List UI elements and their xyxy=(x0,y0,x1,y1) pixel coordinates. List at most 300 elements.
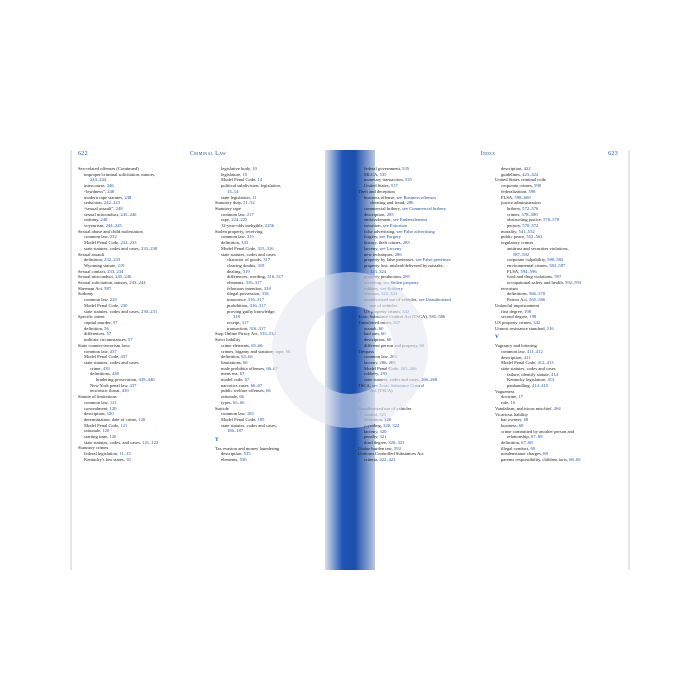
index-page-ref: 65–66 xyxy=(233,399,245,405)
index-term: seduction, xyxy=(84,200,104,206)
index-term: definition, xyxy=(364,417,385,423)
index-page-ref: 232–233 xyxy=(120,240,137,246)
index-term: Specific intent xyxy=(78,314,105,320)
index-page-ref: 121–122 xyxy=(142,439,159,445)
index-page-ref: 232 xyxy=(109,234,117,240)
index-page-ref: 322–323 xyxy=(381,291,398,297)
index-term: parents responsibility, children torts, xyxy=(501,457,570,463)
index-term: Wyoming statute, xyxy=(84,262,118,268)
index-page-ref: 68 xyxy=(543,451,548,457)
left-page xyxy=(78,151,338,560)
index-term: terroristic threat, xyxy=(90,388,122,394)
index-page-ref: 120 xyxy=(109,405,117,411)
index-term: description, xyxy=(221,451,244,457)
index-term: Utmost resistance standard, xyxy=(495,325,547,331)
index-page-ref: 533–534 xyxy=(259,331,276,337)
index-term: bad aim, xyxy=(364,331,381,337)
index-term: US property crimes, xyxy=(495,319,534,325)
index-term: Sexual misconduct, xyxy=(78,274,116,280)
right-index-column-1 xyxy=(358,166,481,560)
index-page-ref: 68 xyxy=(518,422,524,428)
index-page-ref: 120 xyxy=(106,411,114,417)
index-page-ref: see Forgery xyxy=(379,234,401,240)
index-term: Vagrancy and loitering xyxy=(495,343,537,349)
index-term: TSCA, xyxy=(358,382,373,388)
index-term: state statutes, codes and cases, xyxy=(221,422,277,428)
index-page-ref: 537 xyxy=(390,183,398,189)
index-page-ref: 246 xyxy=(106,183,114,189)
index-term: concealment, xyxy=(84,405,110,411)
index-page-ref: 121 xyxy=(120,422,128,428)
index-term: Uniform Controlled Substances Act xyxy=(358,451,424,457)
left-page-number: 622 xyxy=(78,151,88,157)
index-term: common law, xyxy=(221,411,247,417)
right-page-columns xyxy=(358,166,618,560)
index-page-ref: 248 xyxy=(107,188,115,194)
index-term: Sherman Act, xyxy=(78,285,105,291)
index-term: sodomy, xyxy=(84,217,101,223)
index-page-ref: 414–415 xyxy=(532,383,549,389)
index-term: criteria, xyxy=(364,457,380,463)
index-page-ref: 535 xyxy=(402,166,410,171)
index-term: MLCA, xyxy=(364,171,380,177)
index-page-ref: 68–69 xyxy=(569,457,581,463)
index-page-ref: 14 xyxy=(257,177,263,183)
index-page-ref: 439 xyxy=(102,365,110,371)
index-term: property lost, mislaid/delivered by mistake, xyxy=(364,262,444,268)
index-term: description, xyxy=(364,337,387,343)
index-page-ref: 318 xyxy=(261,291,269,297)
index-entry xyxy=(78,457,201,463)
index-term: control, xyxy=(364,411,380,417)
index-page-ref: 535 xyxy=(379,171,387,177)
index-page-ref: 60 xyxy=(380,331,386,337)
index-page-ref: 243–244 xyxy=(129,280,146,286)
index-page-ref: 185 xyxy=(257,416,265,422)
index-page-ref: 120 xyxy=(109,434,117,440)
index-term: morality, xyxy=(501,228,519,234)
index-page-ref: 57 xyxy=(106,331,112,337)
index-page-ref: 233, 234 xyxy=(107,268,124,274)
index-term: federal legislation, xyxy=(84,451,120,457)
index-term: state legislation, xyxy=(221,194,253,200)
index-term: innocence, xyxy=(227,297,248,303)
index-page-ref: 216 xyxy=(546,325,554,331)
index-page-ref: 248 xyxy=(124,194,132,200)
index-term: Model Penal Code, xyxy=(221,245,258,251)
index-term: differences, wording, xyxy=(227,274,268,280)
index-term: Trespass xyxy=(358,348,374,354)
index-term: business offense, xyxy=(364,194,397,200)
left-index-column-2 xyxy=(215,166,338,560)
index-term: Model Penal Code, xyxy=(84,302,121,308)
index-term: Theft and deception xyxy=(358,188,395,194)
index-term: improper/criminal solicitation, minors, xyxy=(84,171,156,177)
index-page-ref: 321 xyxy=(379,434,387,440)
index-term: business, xyxy=(501,422,519,428)
index-term: Statute of limitations xyxy=(78,394,117,400)
right-page-header xyxy=(358,152,618,160)
index-term: clearing doubts, xyxy=(227,262,258,268)
index-term: hindering prosecution, xyxy=(96,377,139,383)
index-page-ref: 230–231 xyxy=(141,308,158,314)
index-term: “lewdness”, xyxy=(84,188,108,194)
index-term: failure, identify statute, xyxy=(507,371,552,377)
index-term: terrorism xyxy=(501,285,518,291)
index-page-ref: see False advertising xyxy=(396,228,435,234)
index-entry xyxy=(215,457,338,463)
index-term: transaction, xyxy=(227,325,250,331)
index-term: legislative body, xyxy=(221,166,253,171)
index-page-ref: 580–582 xyxy=(547,257,564,263)
index-page-ref: 225b xyxy=(264,223,275,229)
index-page-ref: 423–424 xyxy=(522,171,539,177)
index-term: felonious intention, xyxy=(227,285,264,291)
index-term: character of goods, xyxy=(227,257,264,263)
index-page-ref: 244–245 xyxy=(105,223,122,229)
index-page-ref: 316–317 xyxy=(249,302,266,308)
index-page-ref: 320–321 xyxy=(388,440,405,446)
index-letter-heading: T xyxy=(215,437,219,444)
index-page-ref: 535 xyxy=(404,177,412,183)
index-page-ref: 243–244 xyxy=(90,177,107,183)
right-index-column-2 xyxy=(495,166,618,560)
index-term: crimes, bigamy and statutory rape, xyxy=(221,348,286,354)
index-term: obstructing justice, xyxy=(507,217,544,223)
index-term: environmental crimes, xyxy=(507,262,550,268)
index-page-ref: 248 xyxy=(115,205,123,211)
index-page-ref: 576–578 xyxy=(543,217,560,223)
index-term: Tax evasion and money laundering xyxy=(215,445,280,451)
index-term: Sex-related offenses (Continued) xyxy=(78,166,139,171)
index-page-ref: 66 xyxy=(242,359,248,365)
index-page-ref: 219 xyxy=(117,262,125,268)
index-page-ref: 265–266 xyxy=(400,365,417,371)
index-term: Vicarious liability xyxy=(495,411,529,417)
index-term: doctrine, xyxy=(501,394,519,400)
index-page-ref: 60 xyxy=(378,325,384,331)
index-entry xyxy=(495,457,618,463)
index-term: mens rea, xyxy=(221,371,240,377)
index-page-ref: 233–238 xyxy=(141,245,158,251)
index-term: relationship, xyxy=(507,434,531,440)
index-term: Sexual abuse and child molestation xyxy=(78,228,143,234)
index-page-ref: 16 xyxy=(510,400,516,406)
index-term: Stolen property, receiving xyxy=(215,228,263,234)
index-page-ref: 437 xyxy=(120,354,128,360)
index-term: Model Penal Code, xyxy=(84,354,121,360)
index-term: Suicide xyxy=(215,405,229,411)
index-term: state statutes, codes and cases xyxy=(84,359,139,365)
left-page-header xyxy=(78,152,338,160)
index-term: Stop Online Piracy Act, xyxy=(215,331,260,337)
index-term: Act (TSCA) xyxy=(370,388,393,394)
index-page-ref: 316–317 xyxy=(245,280,262,286)
index-page-ref: 439–440 xyxy=(138,377,155,383)
index-term: Statutory crimes xyxy=(78,445,109,451)
index-page-ref: 535 xyxy=(243,451,251,457)
index-page-ref: 66 xyxy=(239,394,244,400)
index-page-ref: 285 xyxy=(402,240,410,246)
index-term: definition, xyxy=(221,354,242,360)
index-term: federal government, xyxy=(364,166,403,171)
left-page-columns xyxy=(78,166,338,560)
index-term: new techniques, xyxy=(364,251,395,257)
index-term: New York penal law, xyxy=(90,382,130,388)
index-term: US property crimes, xyxy=(364,308,403,314)
index-term: Kentucky's law states, xyxy=(84,456,126,462)
index-term: model code, xyxy=(221,377,245,383)
index-page-ref: see Larceny xyxy=(379,245,402,251)
index-term: common law, xyxy=(221,234,247,240)
index-page-ref: 413 xyxy=(547,377,555,383)
index-term: Patriot Act, xyxy=(507,297,530,303)
index-term: definition, xyxy=(221,240,242,246)
index-page-ref: 198 xyxy=(524,308,531,314)
index-term: common law, xyxy=(221,211,247,217)
index-term: unauthorized use of vehicles, xyxy=(364,297,419,303)
index-term: dealing, xyxy=(227,268,243,274)
index-term: political subdivision, legislation, xyxy=(221,183,281,189)
index-term: state statutes, codes, and cases, xyxy=(84,439,143,445)
index-page-ref: 286 xyxy=(406,200,414,206)
index-letter-heading: U xyxy=(358,397,362,404)
index-page-ref: 411 xyxy=(523,354,531,360)
index-term: capital murder, xyxy=(84,319,113,325)
index-page-ref: 11–13 xyxy=(119,451,131,457)
index-page-ref: 57 xyxy=(112,319,118,325)
index-term: false advertising, xyxy=(364,228,397,234)
index-page-ref: 578–580 xyxy=(521,211,538,217)
index-term: 12-year-olds ineligible, xyxy=(221,223,265,229)
index-term: public welfare offenses, xyxy=(221,388,267,394)
index-term: definitions, xyxy=(90,371,112,377)
index-term: definitions, xyxy=(507,291,529,297)
index-entry xyxy=(215,428,338,434)
index-term: federalization, xyxy=(501,188,529,194)
index-term: Kentucky legislature, xyxy=(507,377,548,383)
index-term: description, xyxy=(501,354,524,360)
index-term: robbery, xyxy=(364,285,381,291)
index-page-ref: 412–413 xyxy=(537,360,554,366)
index-page-ref: 320 xyxy=(379,428,387,434)
index-term: Sexual contact, xyxy=(78,268,108,274)
index-page-ref: 229 xyxy=(109,297,117,303)
index-page-ref: 320, 322 xyxy=(383,422,400,428)
index-page-ref: 293 xyxy=(380,371,388,377)
index-term: rationale, xyxy=(84,428,103,434)
index-term: services, xyxy=(364,291,382,297)
index-page-ref: 232–233 xyxy=(104,257,121,263)
index-term: bribery, xyxy=(507,205,523,211)
index-term: voyeurism, xyxy=(84,223,106,229)
index-term: illegal conduct, xyxy=(501,445,531,451)
index-page-ref: 342 xyxy=(402,308,410,314)
index-term: sexual misconduct, xyxy=(84,211,121,217)
index-term: history, theft crimes, xyxy=(364,240,403,246)
index-term: extortion, xyxy=(364,223,383,229)
index-entry xyxy=(358,457,481,463)
index-term: corporate crimes, xyxy=(501,183,535,189)
index-term: second degree, xyxy=(501,314,530,320)
index-page-ref: 598 xyxy=(528,188,536,194)
index-page-ref: 317 xyxy=(263,257,271,263)
right-running-head: Index xyxy=(480,151,496,157)
index-page-ref: 56 xyxy=(104,325,109,331)
index-page-ref: 592–593 xyxy=(565,280,582,286)
index-term: third degree, xyxy=(364,440,389,446)
index-term: FLSA, xyxy=(507,268,521,274)
index-term: common law, xyxy=(84,348,110,354)
index-term: state statutes, codes and cases xyxy=(221,251,276,257)
left-running-head: Criminal Law xyxy=(189,151,227,157)
index-page-ref: 13–14 xyxy=(227,188,239,194)
index-term: types, xyxy=(221,399,233,405)
index-page-ref: see Stolen property xyxy=(383,280,419,286)
index-term: misdemeanor charges, xyxy=(501,451,544,457)
index-term: Toxic Substance Control Act (TSCA), xyxy=(358,314,430,320)
index-term: crimes, xyxy=(507,211,522,217)
index-term: state statutes, codes and cases, xyxy=(364,377,422,383)
index-term: Model Penal Code, xyxy=(501,360,538,366)
index-term: definition, xyxy=(501,440,522,446)
index-term: first degree, xyxy=(501,308,525,314)
index-term: Sodomy xyxy=(78,291,94,297)
index-term: Unauthorized use of vehicles xyxy=(358,405,412,411)
index-term: different person and property, xyxy=(364,342,420,348)
index-page-ref: 285 xyxy=(402,274,410,280)
index-page-ref: 439 xyxy=(121,388,129,394)
index-page-ref: 318 xyxy=(263,285,271,291)
index-term: common law, xyxy=(364,354,390,360)
index-page-ref: 318 xyxy=(257,262,265,268)
index-page-ref: 343 xyxy=(241,240,249,246)
index-term: crime elements, xyxy=(221,342,252,348)
index-page-ref: 242–243 xyxy=(103,200,120,206)
index-term: common law, xyxy=(84,234,110,240)
left-page-edge xyxy=(70,150,72,570)
index-page-ref: 552–563 xyxy=(526,234,543,240)
index-term: Model Penal Code, xyxy=(221,416,258,422)
index-page-ref: 587 xyxy=(104,285,112,291)
index-page-ref: 17 xyxy=(518,394,523,400)
index-page-ref: 67–68 xyxy=(531,434,543,440)
index-page-ref: 316–317 xyxy=(249,325,266,331)
index-term: monetary transaction, xyxy=(364,177,405,183)
index-term: description, xyxy=(501,166,524,171)
index-page-ref: 317 xyxy=(241,319,249,325)
index-term: Transferred intent, xyxy=(358,319,394,325)
index-term: rape, xyxy=(221,217,232,223)
index-page-ref: see Toxic Substance Control xyxy=(372,382,425,388)
index-term: forgery, xyxy=(364,234,380,240)
index-page-ref: 323–324 xyxy=(370,268,387,274)
index-page-ref: 68 xyxy=(523,417,529,423)
index-page-ref: 66 xyxy=(285,348,291,354)
index-term: United States, xyxy=(364,183,391,189)
index-page-ref: 316–317 xyxy=(247,297,264,303)
index-page-ref: 286–288 xyxy=(379,359,396,365)
index-term: common law, xyxy=(501,348,527,354)
index-page-ref: 57 xyxy=(128,337,133,343)
index-term: United States criminal code xyxy=(495,177,546,183)
index-page-ref: 597 xyxy=(554,274,562,280)
index-page-ref: 69 xyxy=(530,445,536,451)
index-term: state statutes, codes and cases, xyxy=(84,308,142,314)
index-term: elements, xyxy=(221,457,240,463)
index-letter-heading: V xyxy=(495,334,499,341)
index-term: commercial bribery, xyxy=(364,205,403,211)
index-page-ref: 318 xyxy=(233,314,240,320)
index-page-ref: 541–552 xyxy=(518,228,535,234)
index-page-ref: 592 xyxy=(393,445,401,451)
index-term: larceny, xyxy=(364,428,380,434)
index-page-ref: 316–317 xyxy=(267,274,284,280)
index-term: Statutory duty, xyxy=(215,200,244,206)
index-page-ref: 60 xyxy=(419,342,425,348)
index-page-ref: 367 xyxy=(393,319,401,325)
index-page-ref: 60 xyxy=(386,337,392,343)
index-page-ref: 67 xyxy=(244,377,250,383)
index-page-ref: 570–572 xyxy=(522,223,539,229)
index-term: proving guilty knowledge, xyxy=(227,308,276,314)
index-term: larceny, xyxy=(364,245,380,251)
index-term: Vagueness xyxy=(495,388,515,394)
index-page-ref: 598 xyxy=(534,183,541,189)
index-page-ref: 67–68 xyxy=(521,440,533,446)
index-term: robbery, xyxy=(364,371,381,377)
index-term: crime committed by another person and xyxy=(501,428,575,434)
index-term: Model Penal Code, xyxy=(84,240,121,246)
index-page-ref: 66–67 xyxy=(266,365,278,371)
index-page-ref: 594–596 xyxy=(520,268,537,274)
index-term: perjury, xyxy=(507,223,523,229)
index-term: panhandling, xyxy=(507,383,533,389)
index-term: rule, xyxy=(501,400,511,406)
index-page-ref: 422–423 xyxy=(379,457,396,463)
index-term: elements, xyxy=(227,280,246,286)
index-term: assault, xyxy=(364,325,379,331)
index-term: property production, xyxy=(364,274,403,280)
index-term: determination, date of crime, xyxy=(84,416,139,422)
index-page-ref: 315–316 xyxy=(257,245,274,251)
index-term: occupational safety and health, xyxy=(507,280,566,286)
index-page-ref: 565–566 xyxy=(529,297,546,303)
right-page-number: 623 xyxy=(608,151,618,157)
index-term: state statutes, codes and cases xyxy=(501,365,556,371)
index-term: description, xyxy=(364,211,387,217)
index-page-ref: 286 xyxy=(394,251,402,257)
index-page-ref: 438 xyxy=(111,371,119,377)
index-term: antitrust and securities violations, xyxy=(507,245,569,251)
index-term: state statutes, codes and cases, xyxy=(84,245,142,251)
index-page-ref: 422 xyxy=(523,166,531,171)
index-term: limitations, xyxy=(221,359,243,365)
index-page-ref: 315 xyxy=(246,234,254,240)
index-page-ref: 266–268 xyxy=(421,377,438,383)
index-page-ref: 66–67 xyxy=(250,382,263,388)
index-page-ref: 198 xyxy=(529,314,537,320)
index-term: receiving, xyxy=(364,280,384,286)
index-page-ref: 245–246 xyxy=(115,274,132,280)
index-page-ref: see Robbery xyxy=(380,285,404,291)
index-page-ref: 437 xyxy=(129,382,137,388)
index-page-ref: 536 xyxy=(239,457,247,463)
index-term: Unlawful imprisonment xyxy=(495,302,540,308)
index-term: Model Penal Code, xyxy=(84,422,121,428)
index-page-ref: 121 xyxy=(109,399,117,405)
index-term: bar owners, xyxy=(501,417,524,423)
